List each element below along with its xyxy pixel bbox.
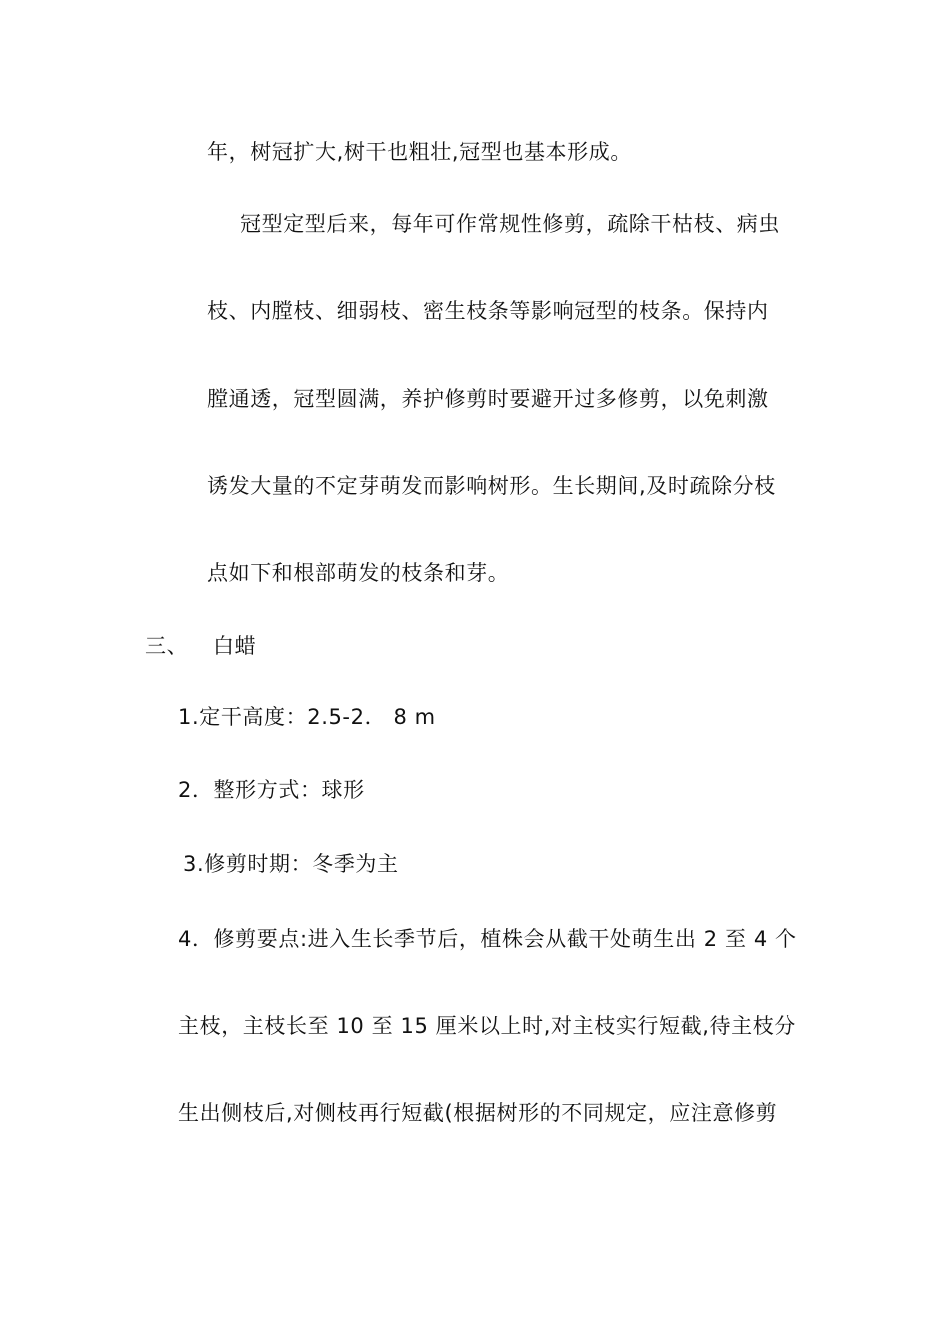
item-pruning-period: 3.修剪时期：冬季为主: [183, 852, 399, 876]
section-number: 三、: [145, 634, 189, 658]
item-trunk-height: 1.定干高度：2.5-2． 8 m: [178, 705, 436, 729]
paragraph-line-2: 冠型定型后来，每年可作常规性修剪，疏除干枯枝、病虫: [240, 212, 780, 236]
paragraph-line-7: 主枝，主枝长至 10 至 15 厘米以上时,对主枝实行短截,待主枝分: [178, 1014, 796, 1038]
paragraph-line-4: 膛通透，冠型圆满，养护修剪时要避开过多修剪，以免刺激: [207, 387, 769, 411]
paragraph-line-5: 诱发大量的不定芽萌发而影响树形。生长期间,及时疏除分枝: [207, 474, 776, 498]
item-shaping-method: 2．整形方式：球形: [178, 778, 365, 802]
paragraph-line-3: 枝、内膛枝、细弱枝、密生枝条等影响冠型的枝条。保持内: [207, 299, 769, 323]
section-title: 白蜡: [213, 634, 257, 658]
paragraph-line-1: 年，树冠扩大,树干也粗壮,冠型也基本形成。: [207, 140, 632, 164]
paragraph-line-6: 点如下和根部萌发的枝条和芽。: [207, 561, 510, 585]
item-pruning-points: 4．修剪要点:进入生长季节后，植株会从截干处萌生出 2 至 4 个: [178, 927, 797, 951]
paragraph-line-8: 生出侧枝后,对侧枝再行短截(根据树形的不同规定，应注意修剪: [178, 1101, 778, 1125]
